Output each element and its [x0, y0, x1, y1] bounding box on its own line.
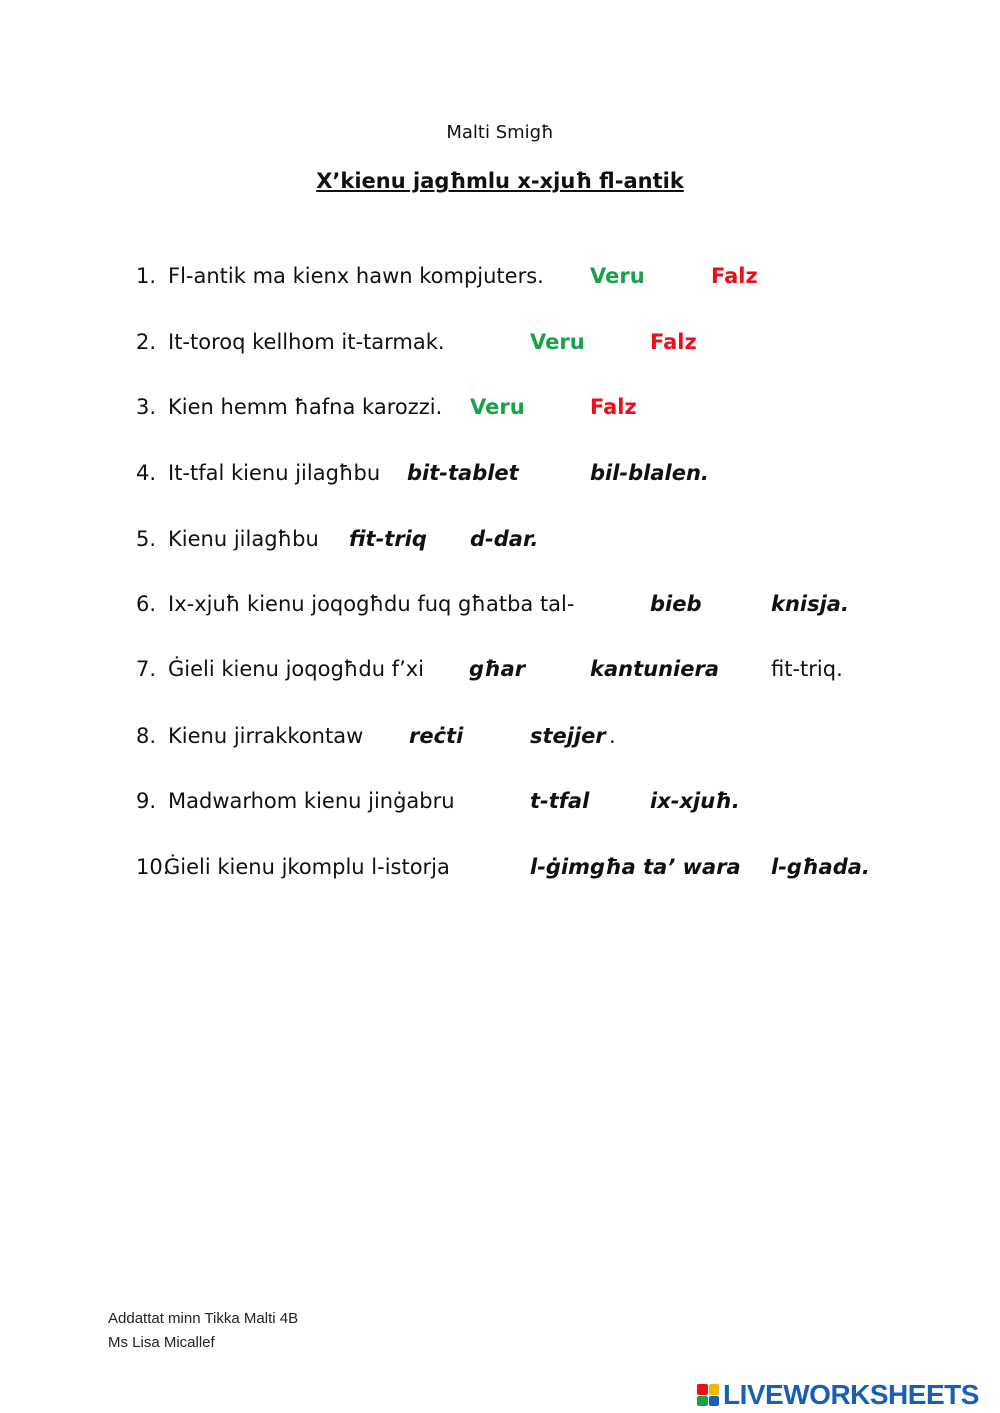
question-number: 7. — [136, 657, 157, 681]
option-veru[interactable]: Veru — [530, 330, 585, 354]
question-number: 4. — [136, 461, 157, 485]
liveworksheets-logo-icon — [697, 1384, 719, 1406]
option-falz[interactable]: Falz — [711, 264, 758, 288]
option-1[interactable]: bieb — [650, 592, 702, 616]
option-2[interactable]: knisja. — [771, 592, 849, 616]
footer-author: Ms Lisa Micallef — [108, 1334, 215, 1351]
brand-name: LIVEWORKSHEETS — [723, 1379, 979, 1410]
question-text: Fl-antik ma kienx hawn kompjuters. — [168, 264, 544, 288]
option-1[interactable]: bit-tablet — [407, 461, 519, 485]
question-tail: fit-triq. — [771, 657, 843, 681]
option-veru[interactable]: Veru — [470, 395, 525, 419]
question-tail: . — [609, 724, 616, 748]
option-2[interactable]: l-għada. — [771, 855, 870, 879]
option-2[interactable]: bil-blalen. — [590, 461, 709, 485]
question-text: Kien hemm ħafna karozzi. — [168, 395, 443, 419]
question-text: Ġieli kienu joqogħdu f’xi — [168, 657, 425, 681]
footer-source: Addattat minn Tikka Malti 4B — [108, 1310, 299, 1327]
question-text: Kienu jirrakkontaw — [168, 724, 364, 748]
option-1[interactable]: reċti — [409, 724, 464, 748]
option-2[interactable]: stejjer — [530, 724, 606, 748]
question-number: 3. — [136, 395, 157, 419]
question-text: It-tfal kienu jilagħbu — [168, 461, 381, 485]
liveworksheets-brand[interactable] — [697, 1378, 979, 1412]
question-number: 6. — [136, 592, 157, 616]
option-falz[interactable]: Falz — [650, 330, 697, 354]
question-number: 1. — [136, 264, 157, 288]
question-text: Ġieli kienu jkomplu l-istorja — [164, 855, 450, 879]
option-2[interactable]: kantuniera — [590, 657, 719, 681]
option-1[interactable]: fit-triq — [349, 527, 427, 551]
question-text: Ix-xjuħ kienu joqogħdu fuq għatba tal- — [168, 592, 575, 616]
question-text: It-toroq kellhom it-tarmak. — [168, 330, 445, 354]
worksheet-title: X’kienu jagħmlu x-xjuħ fl-antik — [316, 169, 684, 193]
question-number: 10. — [136, 855, 170, 879]
option-falz[interactable]: Falz — [590, 395, 637, 419]
question-number: 9. — [136, 789, 157, 813]
question-number: 8. — [136, 724, 157, 748]
option-1[interactable]: t-tfal — [530, 789, 590, 813]
option-2[interactable]: d-dar. — [470, 527, 539, 551]
option-veru[interactable]: Veru — [590, 264, 645, 288]
option-1[interactable]: għar — [469, 657, 526, 681]
question-text: Madwarhom kienu jinġabru — [168, 789, 455, 813]
question-number: 5. — [136, 527, 157, 551]
question-text: Kienu jilagħbu — [168, 527, 319, 551]
subject-header: Malti Smigħ — [446, 122, 554, 143]
question-number: 2. — [136, 330, 157, 354]
option-1[interactable]: l-ġimgħa ta’ wara — [530, 855, 741, 879]
option-2[interactable]: ix-xjuħ. — [650, 789, 740, 813]
